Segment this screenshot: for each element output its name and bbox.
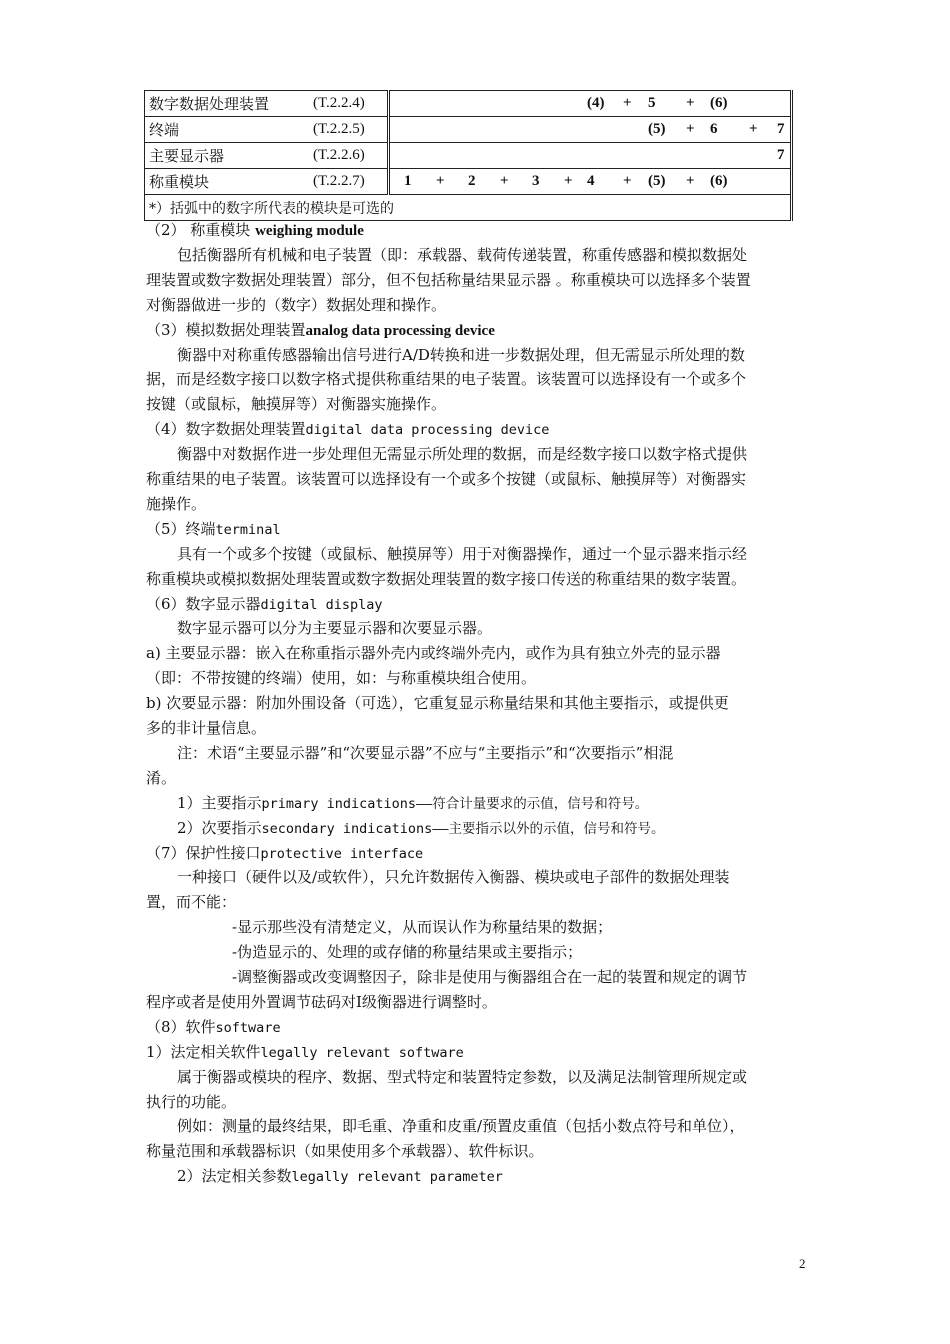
text-line: 包括衡器所有机械和电子装置（即：承载器、载荷传递装置，称重传感器和模拟数据处 <box>177 245 748 264</box>
table-row <box>145 91 792 117</box>
heading-cn: （6）数字显示器 <box>146 594 261 613</box>
sequence-token: 2 <box>468 173 476 189</box>
text-line: -伪造显示的、处理的或存储的称量结果或主要指示； <box>232 943 583 962</box>
heading-cn: （7）保护性接口 <box>146 843 261 862</box>
module-sequence <box>389 117 792 143</box>
heading-en: secondary indications——主要指示以外的示值，信号和符号。 <box>261 820 665 837</box>
text-line: 衡器中对称重传感器输出信号进行A/D转换和进一步数据处理，但无需显示所处理的数 <box>177 345 745 364</box>
text-line: 称重结果的电子装置。该装置可以选择设有一个或多个按键（或鼠标、触摸屏等）对衡器实 <box>146 470 747 488</box>
table-row <box>145 143 792 169</box>
module-name: 主要显示器 <box>145 143 310 169</box>
module-combination-table <box>144 90 793 221</box>
sequence-token: 3 <box>532 173 540 189</box>
sequence-token: + <box>564 173 573 189</box>
text-line: a) 主要显示器：嵌入在称重指示器外壳内或终端外壳内，或作为具有独立外壳的显示器 <box>146 644 721 663</box>
heading-en: software <box>215 1019 281 1036</box>
clause-ref: (T.2.2.7) <box>309 169 389 195</box>
sequence-token: 4 <box>587 173 595 189</box>
table-note: *）括弧中的数字所代表的模块是可选的 <box>145 195 792 221</box>
text-line <box>146 1015 816 1041</box>
heading-cn: （4）数字数据处理装置 <box>146 420 306 439</box>
sequence-token: + <box>500 173 509 189</box>
text-line: b) 次要显示器：附加外围设备（可选），它重复显示称量结果和其他主要指示，或提供更 <box>146 694 729 713</box>
text-line: 理装置或数字数据处理装置）部分，但不包括称量结果显示器 。称重模块可以选择多个装置 <box>146 270 751 289</box>
text-line <box>177 1164 847 1190</box>
text-line: 衡器中对数据作进一步处理但无需显示所处理的数据，而是经数字接口以数字格式提供 <box>177 445 748 464</box>
module-sequence <box>389 143 792 169</box>
text-line <box>146 592 816 618</box>
sequence-token: + <box>623 95 632 111</box>
sequence-token: + <box>686 95 695 111</box>
sequence-token: (6) <box>710 173 728 189</box>
module-name: 称重模块 <box>145 169 310 195</box>
heading-cn: 1）主要指示 <box>177 793 262 812</box>
sequence-token: (6) <box>710 95 728 111</box>
heading-en: legally relevant software <box>260 1044 464 1061</box>
text-line: -显示那些没有清楚定义，从而误认作为称量结果的数据； <box>232 918 613 937</box>
heading-cn: （8）软件 <box>146 1017 216 1036</box>
table-note-row <box>145 195 792 221</box>
heading-cn: （3）模拟数据处理装置 <box>146 320 306 339</box>
text-line <box>177 791 847 817</box>
heading-cn: 2）法定相关参数 <box>177 1167 292 1186</box>
table-row <box>145 117 792 143</box>
sequence-token: (5) <box>648 121 666 137</box>
heading-en: digital data processing device <box>305 422 550 439</box>
sequence-token: 1 <box>404 173 412 189</box>
clause-ref: (T.2.2.6) <box>309 143 389 169</box>
text-line: -调整衡器或改变调整因子，除非是使用与衡器组合在一起的装置和规定的调节 <box>232 968 748 986</box>
text-line: 施操作。 <box>146 494 207 513</box>
sequence-token: 6 <box>710 121 718 137</box>
text-line: 称量范围和承载器标识（如果使用多个承载器）、软件标识。 <box>146 1142 544 1161</box>
text-line <box>146 318 816 344</box>
text-line <box>146 841 816 867</box>
sequence-token: 7 <box>777 147 785 163</box>
sequence-token: + <box>749 121 758 137</box>
sequence-token: + <box>686 121 695 137</box>
text-line: 属于衡器或模块的程序、数据、型式特定和装置特定参数，以及满足法制管理所规定或 <box>177 1067 748 1086</box>
sequence-token: + <box>623 173 632 189</box>
text-line: 置，而不能： <box>146 893 237 912</box>
heading-en: weighing module <box>255 223 364 239</box>
sequence-token: 5 <box>648 95 656 111</box>
text-line: 注：术语“主要显示器”和“次要显示器”不应与“主要指示”和“次要指示”相混 <box>177 743 674 762</box>
text-line: 例如：测量的最终结果，即毛重、净重和皮重/预置皮重值（包括小数点符号和单位）， <box>177 1117 745 1136</box>
module-name: 数字数据处理装置 <box>145 91 310 117</box>
heading-en: analog data processing device <box>305 322 495 339</box>
text-line <box>146 1040 816 1066</box>
text-line: 对衡器做进一步的（数字）数据处理和操作。 <box>146 295 447 314</box>
text-line <box>146 517 816 543</box>
module-sequence <box>389 91 792 117</box>
text-line: 执行的功能。 <box>146 1092 237 1111</box>
table-row <box>145 169 792 195</box>
heading-cn: 2）次要指示 <box>177 818 262 837</box>
text-line: 数字显示器可以分为主要显示器和次要显示器。 <box>177 619 493 638</box>
sequence-token: (4) <box>587 95 605 111</box>
clause-ref: (T.2.2.4) <box>309 91 389 117</box>
heading-en: terminal <box>215 521 281 538</box>
text-line: 一种接口（硬件以及/或软件），只允许数据传入衡器、模块或电子部件的数据处理装 <box>177 868 730 887</box>
heading-cn: （5）终端 <box>146 519 216 538</box>
text-line <box>146 417 816 443</box>
text-line: 具有一个或多个按键（或鼠标、触摸屏等）用于对衡器操作，通过一个显示器来指示经 <box>177 544 748 563</box>
text-line: 称重模块或模拟数据处理装置或数字数据处理装置的数字接口传送的称重结果的数字装置。 <box>146 569 747 588</box>
page-number: 2 <box>799 1256 806 1271</box>
text-line: （即：不带按键的终端）使用，如：与称重模块组合使用。 <box>146 669 537 688</box>
sequence-token: (5) <box>648 173 666 189</box>
sequence-token: + <box>436 173 445 189</box>
sequence-token: + <box>686 173 695 189</box>
sequence-token: 7 <box>777 121 785 137</box>
module-sequence <box>389 169 792 195</box>
heading-cn: 1）法定相关软件 <box>146 1042 261 1061</box>
heading-en: primary indications——符合计量要求的示值，信号和符号。 <box>261 795 649 812</box>
clause-ref: (T.2.2.5) <box>309 117 389 143</box>
heading-cn: （2） 称重模块 <box>146 221 256 239</box>
text-line: 程序或者是使用外置调节砝码对I级衡器进行调整时。 <box>146 992 497 1011</box>
text-line <box>146 218 816 244</box>
text-line: 淆。 <box>146 768 177 787</box>
heading-en: legally relevant parameter <box>291 1169 503 1186</box>
text-line <box>177 816 847 842</box>
module-name: 终端 <box>145 117 310 143</box>
text-line: 按键（或鼠标，触摸屏等）对衡器实施操作。 <box>146 395 447 414</box>
heading-en: protective interface <box>260 845 424 862</box>
text-line: 据，而是经数字接口以数字格式提供称重结果的电子装置。该装置可以选择设有一个或多个 <box>146 370 747 389</box>
text-line: 多的非计量信息。 <box>146 719 267 737</box>
heading-en: digital display <box>260 596 383 613</box>
